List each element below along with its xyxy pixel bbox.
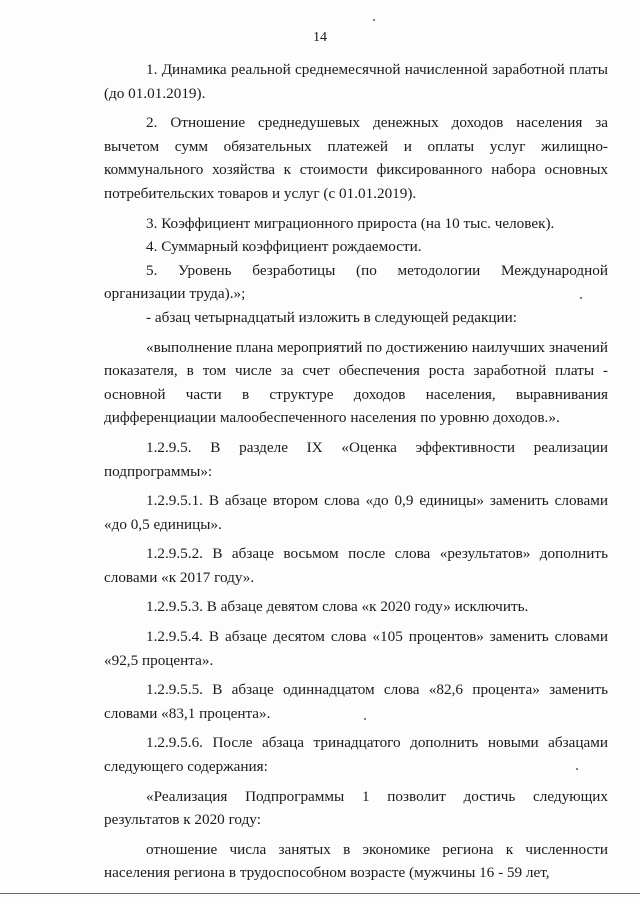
scan-speck bbox=[373, 19, 375, 21]
paragraph-1-2-9-5-2: 1.2.9.5.2. В абзаце восьмом после слова «результатов» дополнить словами «к 2017 году». bbox=[104, 545, 608, 586]
paragraph-1-2-9-5-1: 1.2.9.5.1. В абзаце втором слова «до 0,9 единицы» заменить словами «до 0,5 единицы». bbox=[104, 492, 608, 533]
paragraph-1-2-9-5-5: 1.2.9.5.5. В абзаце одиннадцатом слова «82,6 процента» заменить словами «83,1 процента». bbox=[104, 681, 608, 722]
paragraph-indicator-2: 2. Отношение среднедушевых денежных доходов населения за вычетом сумм обязательных платежей и оплаты услуг жилищно-коммунального хозяйства к стоимости фиксированного набора основных потребительских товаров и услуг (с 01.01.2019). bbox=[104, 114, 608, 202]
page-number: 14 bbox=[313, 30, 327, 45]
paragraph-1-2-9-5-4: 1.2.9.5.4. В абзаце десятом слова «105 процентов» заменить словами «92,5 процента». bbox=[104, 628, 608, 669]
paragraph-section-1-2-9-5: 1.2.9.5. В разделе IX «Оценка эффективности реализации подпрограммы»: bbox=[104, 438, 608, 480]
paragraph-amendment-14: - абзац четырнадцатый изложить в следующей редакции: bbox=[146, 308, 517, 326]
paragraph-indicator-3: 3. Коэффициент миграционного прироста (на 10 тыс. человек). bbox=[146, 214, 555, 232]
paragraph-1-2-9-5-6: 1.2.9.5.6. После абзаца тринадцатого дополнить новыми абзацами следующего содержания: bbox=[104, 734, 608, 776]
paragraph-employment-ratio: отношение числа занятых в экономике региона к численности населения региона в трудоспособном возрасте (мужчины 16 - 59 лет, bbox=[104, 840, 608, 882]
scan-speck bbox=[576, 768, 578, 770]
scan-speck bbox=[580, 297, 582, 299]
paragraph-indicator-5: 5. Уровень безработицы (по методологии Международной организации труда).»; bbox=[104, 261, 608, 303]
paragraph-indicator-1: 1. Динамика реальной среднемесячной начисленной заработной платы (до 01.01.2019). bbox=[104, 61, 608, 102]
paragraph-new-wording: «выполнение плана мероприятий по достижению наилучших значений показателя, в том числе за счет обеспечения роста заработной платы - основной части в структуре доходов населения, выравнивания дифференциации малообеспеченного населения по уровню доходов.». bbox=[104, 338, 608, 427]
paragraph-indicator-4: 4. Суммарный коэффициент рождаемости. bbox=[146, 238, 422, 256]
document-body bbox=[104, 58, 608, 885]
paragraph-results-2020: «Реализация Подпрограммы 1 позволит достичь следующих результатов к 2020 году: bbox=[104, 787, 608, 829]
paragraph-1-2-9-5-3: 1.2.9.5.3. В абзаце девятом слова «к 2020 году» исключить. bbox=[146, 598, 529, 616]
page-bottom-edge bbox=[0, 893, 640, 894]
scan-speck bbox=[364, 718, 366, 720]
